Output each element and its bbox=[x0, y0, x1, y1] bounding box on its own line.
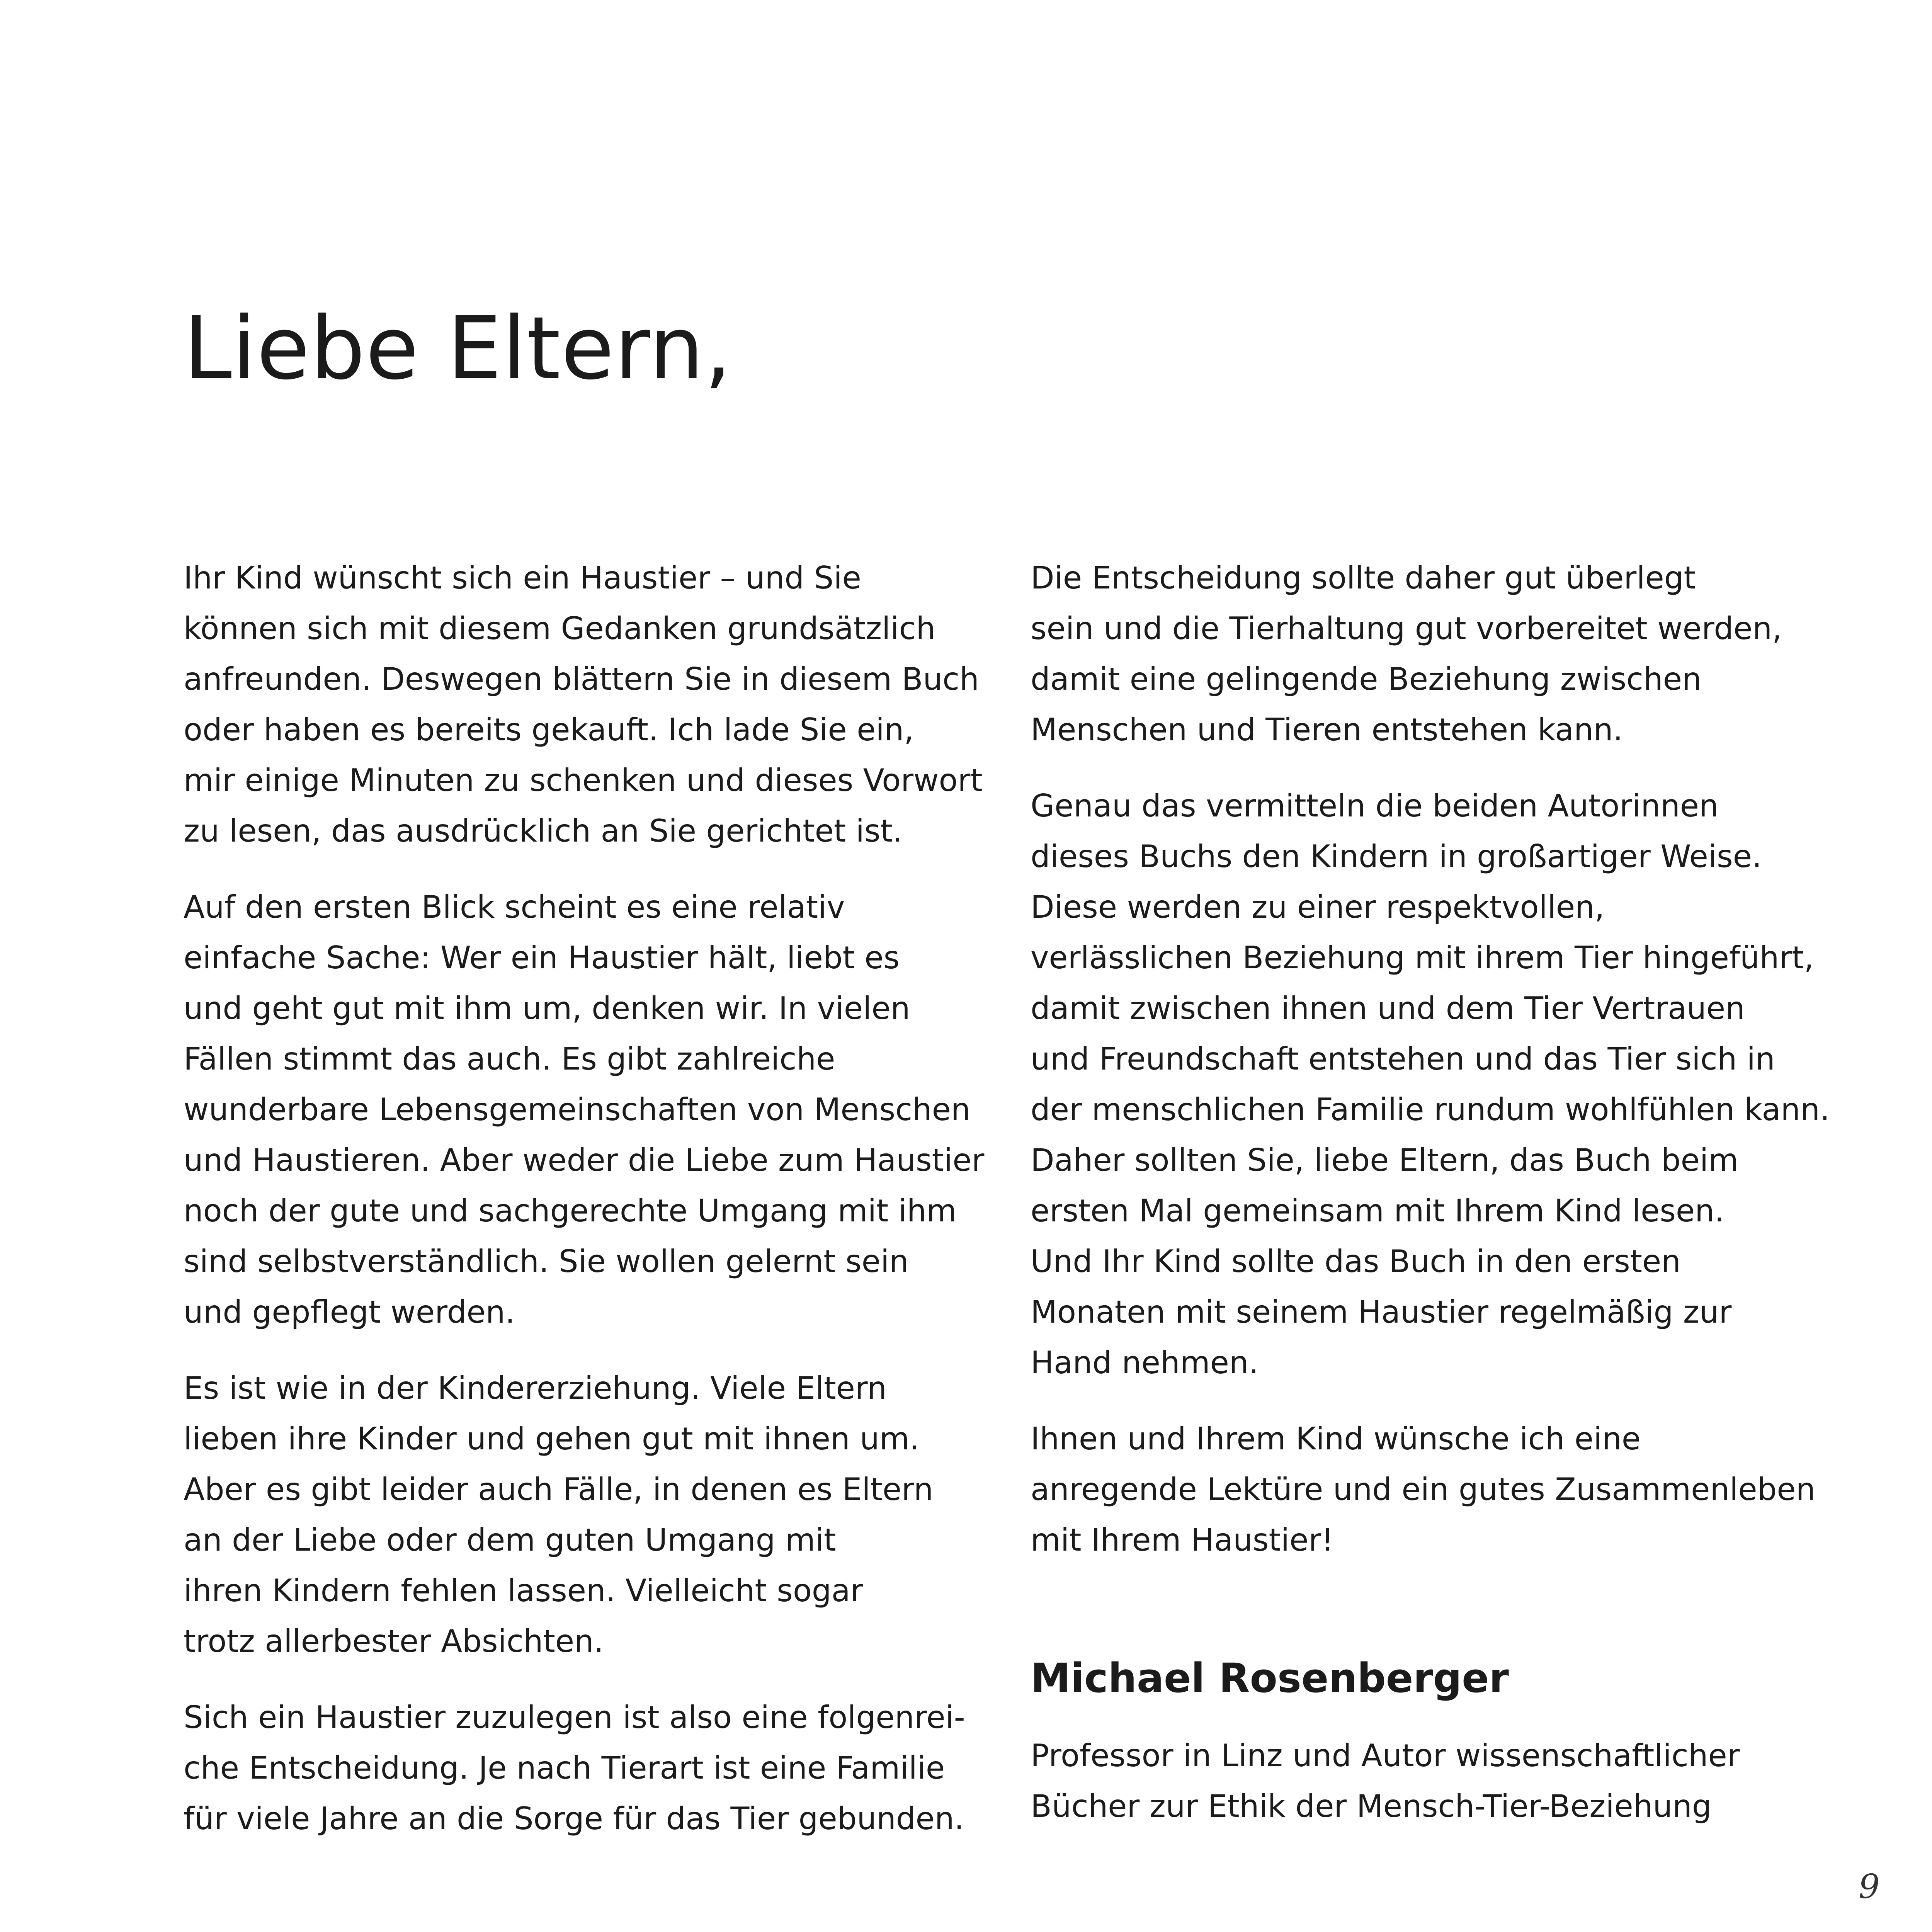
signature-name: Michael Rosenberger bbox=[1031, 1655, 1509, 1702]
page-heading: Liebe Eltern, bbox=[184, 298, 732, 399]
paragraph-consequential-decision: Sich ein Haustier zuzulegen ist also eine folgenrei- che Entscheidung. Je nach Tierart ist eine Familie für viele Jahre an die Sorge für das Tier gebunden. bbox=[184, 1699, 965, 1837]
left-text-column bbox=[184, 553, 995, 1869]
paragraph-first-glance: Auf den ersten Blick scheint es eine relativ einfache Sache: Wer ein Haustier hält, liebt es und geht gut mit ihm um, denken wir. In vielen Fällen stimmt das auch. Es gibt zahlreiche wunderbare Lebensgemeinschaften von Menschen und Haustieren. Aber weder die Liebe zum Haustier noch der gute und sachgerechte Umgang mit ihm sind selbstverständlich. Sie wollen gelernt sein und gepflegt werden. bbox=[184, 889, 985, 1330]
paragraph-decision: Die Entscheidung sollte daher gut überlegt sein und die Tierhaltung gut vorbereitet werden, damit eine gelingende Beziehung zwischen Menschen und Tieren entstehen kann. bbox=[1031, 560, 1782, 748]
paragraph-authors: Genau das vermitteln die beiden Autorinnen dieses Buchs den Kindern in großartiger Weise. Diese werden zu einer respektvollen, verlässlichen Beziehung mit ihrem Tier hingeführt, damit zwischen ihnen und dem Tier Vertrauen und Freundschaft entstehen und das Tier sich in der menschlichen Familie rundum wohlfühlen kann. Daher sollten Sie, liebe Eltern, das Buch beim ersten Mal gemeinsam mit Ihrem Kind lesen. Und Ihr Kind sollte das Buch in den ersten Monaten mit seinem Haustier regelmäßig zur Hand nehmen. bbox=[1031, 788, 1830, 1381]
paragraph-intro: Ihr Kind wünscht sich ein Haustier – und Sie können sich mit diesem Gedanken grundsätzlich anfreunden. Deswegen blättern Sie in diesem Buch oder haben es bereits gekauft. Ich lade Sie ein, mir einige Minuten zu schenken und dieses Vorwort zu lesen, das ausdrücklich an Sie gerichtet ist. bbox=[184, 560, 983, 849]
signature-role: Professor in Linz und Autor wissenschaftlicher Bücher zur Ethik der Mensch-Tier-Beziehung bbox=[1031, 1737, 1740, 1824]
right-text-column bbox=[1031, 553, 1842, 1832]
paragraph-wishes: Ihnen und Ihrem Kind wünsche ich eine anregende Lektüre und ein gutes Zusammenleben mit Ihrem Haustier! bbox=[1031, 1421, 1816, 1558]
page-number: 9 bbox=[1859, 1867, 1880, 1906]
paragraph-child-rearing: Es ist wie in der Kindererziehung. Viele Eltern lieben ihre Kinder und gehen gut mit ihnen um. Aber es gibt leider auch Fälle, in denen es Eltern an der Liebe oder dem guten Umgang mit ihren Kindern fehlen lassen. Vielleicht sogar trotz allerbester Absichten. bbox=[184, 1370, 934, 1659]
